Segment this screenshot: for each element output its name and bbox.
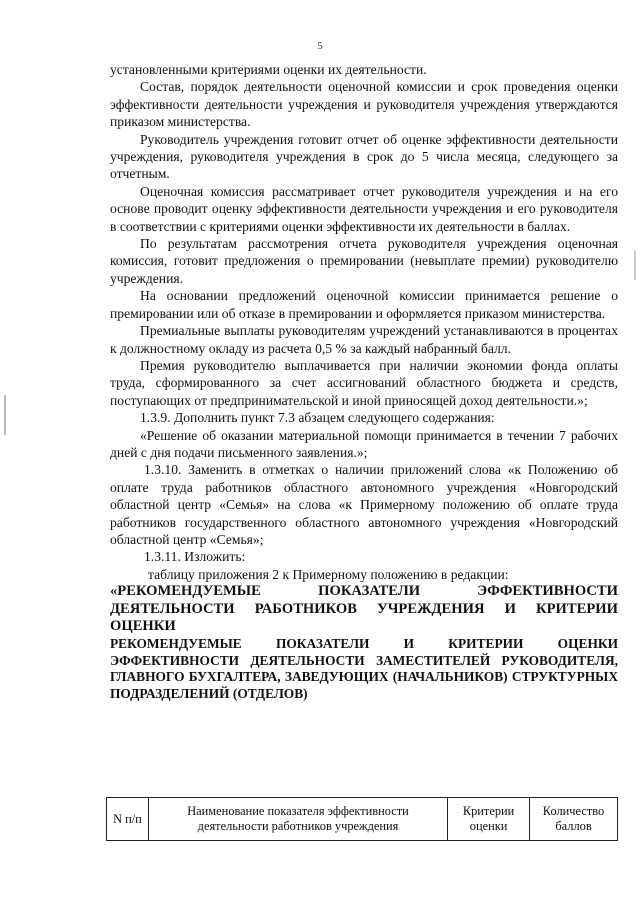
document-body <box>110 61 618 702</box>
paragraph: установленными критериями оценки их деятельности. <box>110 62 427 77</box>
subsection-heading: РЕКОМЕНДУЕМЫЕ ПОКАЗАТЕЛИ И КРИТЕРИИ ОЦЕНКИ ЭФФЕКТИВНОСТИ ДЕЯТЕЛЬНОСТИ ЗАМЕСТИТЕЛЕЙ РУКОВОДИТЕЛЯ, ГЛАВНОГО БУХГАЛТЕРА, ЗАВЕДУЮЩИХ (НАЧАЛЬНИКОВ) СТРУКТУРНЫХ ПОДРАЗДЕЛЕНИЙ (ОТДЕЛОВ) <box>110 635 618 701</box>
column-header-criteria: Критерии оценки <box>448 798 530 841</box>
paragraph: Оценочная комиссия рассматривает отчет руководителя учреждения и на его основе проводит оценку эффективности деятельности учреждения и его руководителя в соответствии с критериями оценки эффективности их деятельности в баллах. <box>110 183 618 234</box>
table-header-row <box>107 798 618 841</box>
column-header-points: Количество баллов <box>530 798 618 841</box>
paragraph: таблицу приложения 2 к Примерному положению в редакции: <box>148 566 509 582</box>
paragraph: 1.3.9. Дополнить пункт 7.3 абзацем следующего содержания: <box>140 410 495 426</box>
paragraph: Состав, порядок деятельности оценочной комиссии и срок проведения оценки эффективности деятельности учреждения и руководителя учреждения утверждаются приказом министерства. <box>110 79 618 130</box>
scan-edge-mark <box>634 250 636 280</box>
paragraph: Руководитель учреждения готовит отчет об оценке эффективности деятельности учреждения, руководителя учреждения в срок до 5 числа месяца, следующего за отчетным. <box>110 131 618 182</box>
page-number: 5 <box>317 40 323 52</box>
paragraph: «Решение об оказании материальной помощи принимается в течении 7 рабочих дней с дня подачи письменного заявления.»; <box>110 427 618 460</box>
paragraph: 1.3.10. Заменить в отметках о наличии приложений слова «к Положению об оплате труда работников областного автономного учреждения «Новгородский областной центр «Семья» на слова «к Примерному положению об оплате труда работников государственного областного автономного учреждения «Новгородский областной центр «Семья»; <box>110 462 618 547</box>
criteria-table <box>106 797 618 841</box>
paragraph: По результатам рассмотрения отчета руководителя учреждения оценочная комиссия, готовит предложения о премировании (невыплате премии) руководителю учреждения. <box>110 236 618 286</box>
paragraph: Премиальные выплаты руководителям учреждений устанавливаются в процентах к должностному окладу из расчета 0,5 % за каждый набранный балл. <box>110 323 618 356</box>
paragraph: Премия руководителю выплачивается при наличии экономии фонда оплаты труда, сформированного за счет ассигнований областного бюджета и средств, поступающих от предпринимательской и иной приносящей доход деятельности.»; <box>110 357 618 408</box>
scan-edge-mark <box>4 395 6 435</box>
paragraph: На основании предложений оценочной комиссии принимается решение о премировании или об отказе в премировании и оформляется приказом министерства. <box>110 288 618 321</box>
column-header-indicator: Наименование показателя эффективности деятельности работников учреждения <box>148 798 447 841</box>
section-heading: «РЕКОМЕНДУЕМЫЕ ПОКАЗАТЕЛИ ЭФФЕКТИВНОСТИ ДЕЯТЕЛЬНОСТИ РАБОТНИКОВ УЧРЕЖДЕНИЯ И КРИТЕРИИ ОЦЕНКИ <box>110 583 618 635</box>
column-header-number: N п/п <box>107 798 149 841</box>
paragraph: 1.3.11. Изложить: <box>144 549 246 565</box>
